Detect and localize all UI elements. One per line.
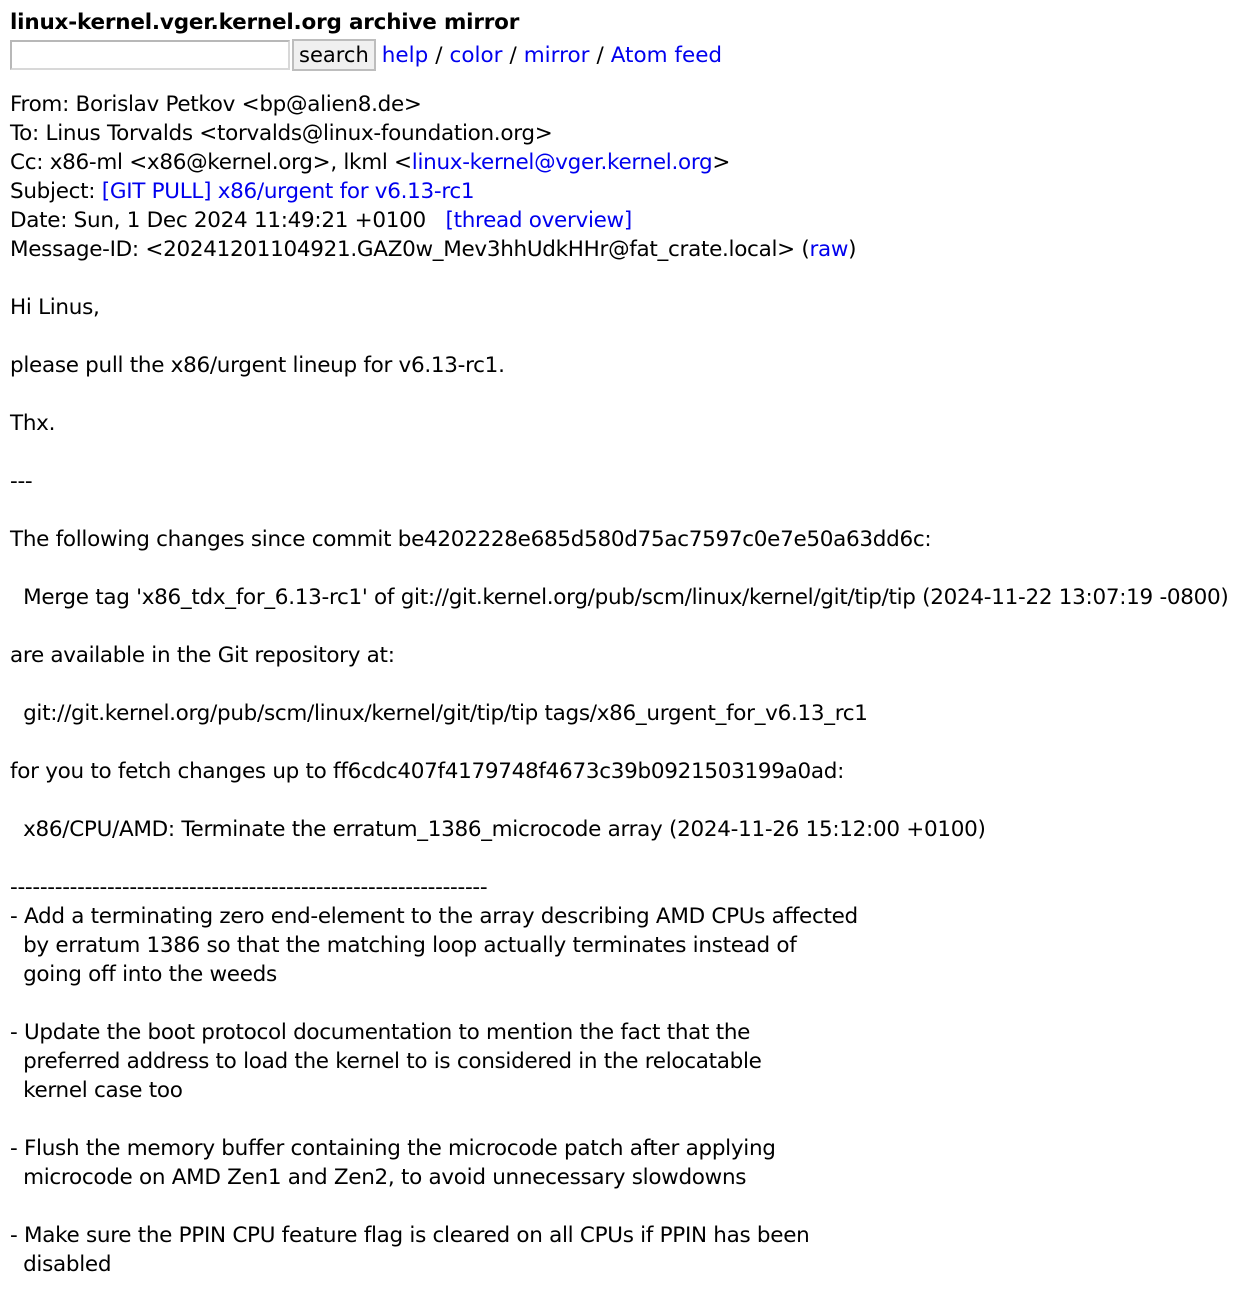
from-label: From: bbox=[10, 92, 76, 117]
search-input[interactable] bbox=[10, 40, 290, 70]
thanks-text: Thx. bbox=[10, 411, 56, 436]
to-header bbox=[10, 119, 1260, 148]
fetch-up-to-text: for you to fetch changes up to ff6cdc407f4179748f4673c39b0921503199a0ad: bbox=[10, 759, 845, 784]
change-item-4: - Make sure the PPIN CPU feature flag is cleared on all CPUs if PPIN has been disabled bbox=[10, 1223, 810, 1277]
nav-separator: / bbox=[509, 42, 517, 68]
subject-header bbox=[10, 177, 1260, 206]
date-header bbox=[10, 206, 1260, 235]
thread-overview-link[interactable]: [thread overview] bbox=[445, 208, 632, 233]
from-header bbox=[10, 90, 1260, 119]
color-link[interactable]: color bbox=[449, 42, 503, 68]
mirror-link[interactable]: mirror bbox=[523, 42, 590, 68]
from-value: Borislav Petkov <bp@alien8.de> bbox=[75, 92, 422, 117]
nav-separator: / bbox=[435, 42, 443, 68]
subject-label: Subject: bbox=[10, 179, 102, 204]
cc-label: Cc: bbox=[10, 150, 50, 175]
search-form bbox=[10, 37, 1260, 73]
merge-tag-text: Merge tag 'x86_tdx_for_6.13-rc1' of git://git.kernel.org/pub/scm/linux/kernel/git/tip/tip (2024-11-22 13:07:19 -0800) bbox=[10, 585, 1229, 610]
date-value: Sun, 1 Dec 2024 11:49:21 +0100 bbox=[73, 208, 426, 233]
separator-short: --- bbox=[10, 469, 33, 494]
message bbox=[10, 90, 1260, 1279]
atom-feed-link[interactable]: Atom feed bbox=[610, 42, 723, 68]
message-id-label: Message-ID: bbox=[10, 237, 146, 262]
change-item-1: - Add a terminating zero end-element to the array describing AMD CPUs affected by erratum 1386 so that the matching loop actually terminates instead of going off into the weeds bbox=[10, 904, 858, 987]
repo-url-text: git://git.kernel.org/pub/scm/linux/kernel/git/tip/tip tags/x86_urgent_for_v6.13_rc1 bbox=[10, 701, 868, 726]
to-label: To: bbox=[10, 121, 46, 146]
message-id-header bbox=[10, 235, 1260, 264]
nav-separator: / bbox=[596, 42, 604, 68]
site-title: linux-kernel.vger.kernel.org archive mirror bbox=[10, 10, 520, 35]
subject-link[interactable]: [GIT PULL] x86/urgent for v6.13-rc1 bbox=[101, 179, 475, 204]
raw-link[interactable]: raw bbox=[809, 237, 849, 262]
change-item-2: - Update the boot protocol documentation to mention the fact that the preferred address to load the kernel to is considered in the relocatable kernel case too bbox=[10, 1020, 762, 1103]
cc-value-end: > bbox=[712, 150, 731, 175]
cc-list-link[interactable]: linux-kernel@vger.kernel.org bbox=[411, 150, 713, 175]
available-at-text: are available in the Git repository at: bbox=[10, 643, 395, 668]
to-value: Linus Torvalds <torvalds@linux-foundation.org> bbox=[45, 121, 553, 146]
pull-request-text: please pull the x86/urgent lineup for v6.13-rc1. bbox=[10, 353, 505, 378]
change-item-3: - Flush the memory buffer containing the microcode patch after applying microcode on AMD Zen1 and Zen2, to avoid unnecessary slowdowns bbox=[10, 1136, 776, 1190]
since-commit-text: The following changes since commit be4202228e685d580d75ac7597c0e7e50a63dd6c: bbox=[10, 527, 932, 552]
head-commit-text: x86/CPU/AMD: Terminate the erratum_1386_microcode array (2024-11-26 15:12:00 +0100) bbox=[10, 817, 986, 842]
search-button[interactable]: search bbox=[292, 39, 376, 71]
cc-header bbox=[10, 148, 1260, 177]
cc-value: x86-ml <x86@kernel.org>, lkml < bbox=[49, 150, 412, 175]
date-label: Date: bbox=[10, 208, 74, 233]
raw-paren-close: ) bbox=[848, 237, 857, 262]
message-id-value: <20241201104921.GAZ0w_Mev3hhUdkHHr@fat_crate.local> bbox=[145, 237, 795, 262]
raw-paren-open: ( bbox=[794, 237, 810, 262]
greeting: Hi Linus, bbox=[10, 295, 100, 320]
separator-long: ---------------------------------------------------------------- bbox=[10, 875, 488, 900]
help-link[interactable]: help bbox=[381, 42, 429, 68]
